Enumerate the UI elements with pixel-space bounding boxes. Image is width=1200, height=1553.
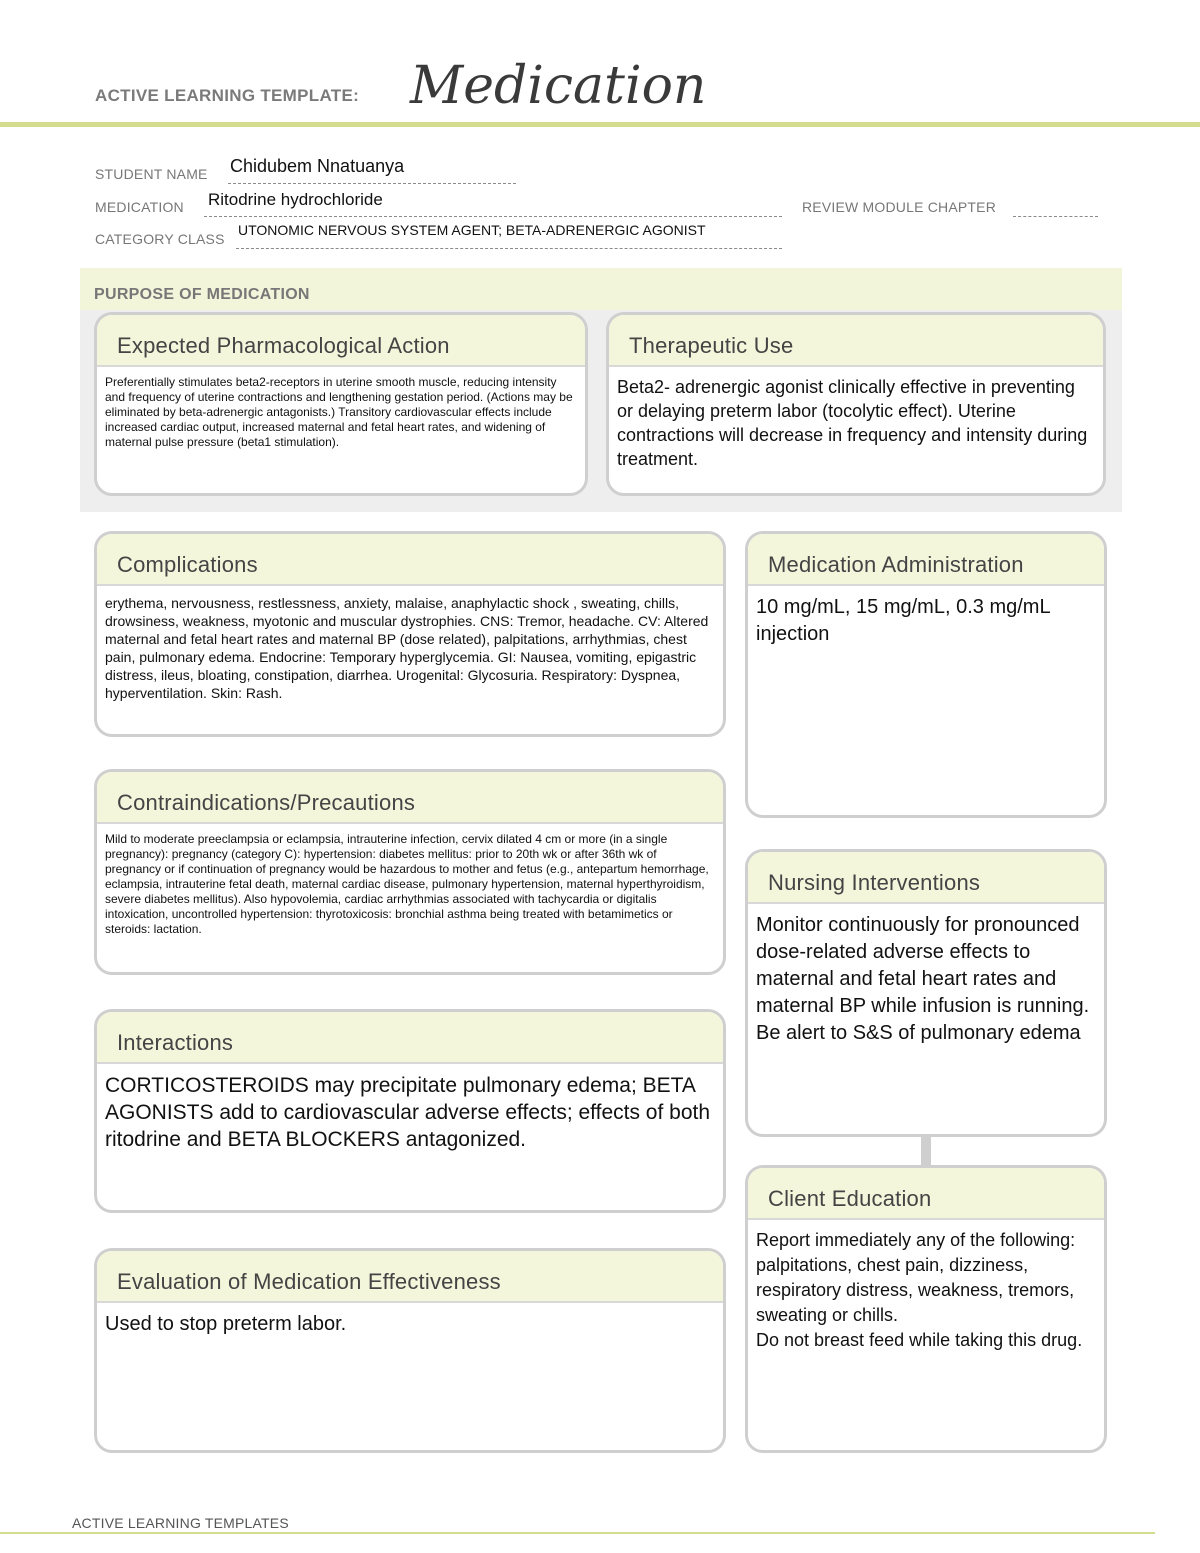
- administration-heading: Medication Administration: [748, 534, 1104, 586]
- category-class-label: CATEGORY CLASS: [95, 231, 225, 247]
- contraindications-text[interactable]: Mild to moderate preeclampsia or eclampsia, intrauterine infection, cervix dilated 4 cm or more (in a single pregnancy): pregnancy (category C): hypertension: diabetes mellitus: prior to 20th wk or after 36th wk of pregnancy or if continuation of pregnancy would be hazardous to mother and fetus (e.g., antepartum hemorrhage, eclampsia, intrauterine fetal death, maternal cardiac disease, pulmonary hypertension, maternal hyperthyroidism, severe diabetes mellitus). Also hypovolemia, cardiac arrhythmias associated with tachycardia or digitalis intoxication, uncontrolled hypertension: thyrotoxicosis: bronchial asthma being treated with betamimetics or steroids: lactation.: [105, 832, 709, 936]
- client-education-text[interactable]: Report immediately any of the following: palpitations, chest pain, dizziness, respiratory distress, weakness, tremors, sweating or chills. Do not breast feed while taking this drug.: [756, 1230, 1083, 1350]
- expected-action-text[interactable]: Preferentially stimulates beta2-receptors in uterine smooth muscle, reducing intensity and frequency of uterine contractions and lengthening gestation period. (Actions may be eliminated by beta-adrenergic antagonists.) Transitory cardiovascular effects include increased cardiac output, increased maternal and fetal heart rates, and widening of maternal pulse pressure (beta1 stimulation).: [105, 375, 573, 449]
- client-education-card: [745, 1165, 1107, 1453]
- review-module-label: REVIEW MODULE CHAPTER: [802, 199, 996, 215]
- therapeutic-use-text[interactable]: Beta2- adrenergic agonist clinically effective in preventing or delaying preterm labor (tocolytic effect). Uterine contractions will decrease in frequency and intensity during treatment.: [617, 377, 1088, 469]
- contraindications-card: [94, 769, 726, 975]
- footer-divider: [0, 1532, 1155, 1534]
- therapeutic-use-heading: Therapeutic Use: [609, 315, 1103, 367]
- nursing-interventions-heading: Nursing Interventions: [748, 852, 1104, 904]
- complications-text[interactable]: erythema, nervousness, restlessness, anxiety, malaise, anaphylactic shock , sweating, chills, drowsiness, weakness, myotonic and muscular dystrophies. CNS: Tremor, headache. CV: Altered maternal and fetal heart rates and maternal BP (dose related), palpitations, arrhythmias, chest pain, pulmonary edema. Endocrine: Temporary hyperglycemia. GI: Nausea, vomiting, epigastric distress, ileus, bloating, constipation, diarrhea. Urogenital: Glycosuria. Respiratory: Dyspnea, hyperventilation. Skin: Rash.: [105, 595, 709, 701]
- expected-action-heading: Expected Pharmacological Action: [97, 315, 585, 367]
- template-title: Medication: [410, 56, 707, 116]
- administration-text[interactable]: 10 mg/mL, 15 mg/mL, 0.3 mg/mL injection: [756, 596, 1050, 645]
- medication-label: MEDICATION: [95, 199, 184, 215]
- nursing-interventions-text[interactable]: Monitor continuously for pronounced dose-related adverse effects to maternal and fetal heart rates and maternal BP while infusion is running. Be alert to S&S of pulmonary edema: [756, 914, 1090, 1044]
- interactions-text[interactable]: CORTICOSTEROIDS may precipitate pulmonary edema; BETA AGONISTS add to cardiovascular adverse effects; effects of both ritodrine and BETA BLOCKERS antagonized.: [105, 1074, 711, 1151]
- complications-heading: Complications: [97, 534, 723, 586]
- expected-action-card: [94, 312, 588, 496]
- header-divider: [0, 122, 1200, 127]
- footer-label: ACTIVE LEARNING TEMPLATES: [72, 1515, 289, 1531]
- card-connector: [921, 1134, 931, 1168]
- evaluation-card: [94, 1248, 726, 1453]
- student-name-label: STUDENT NAME: [95, 166, 208, 182]
- client-education-heading: Client Education: [748, 1168, 1104, 1220]
- purpose-title: PURPOSE OF MEDICATION: [94, 286, 310, 303]
- complications-card: [94, 531, 726, 737]
- category-class-value: UTONOMIC NERVOUS SYSTEM AGENT; BETA-ADRENERGIC AGONIST: [238, 222, 706, 238]
- student-name-value: Chidubem Nnatuanya: [230, 156, 405, 176]
- interactions-heading: Interactions: [97, 1012, 723, 1064]
- medication-value: Ritodrine hydrochloride: [208, 190, 383, 209]
- evaluation-heading: Evaluation of Medication Effectiveness: [97, 1251, 723, 1303]
- evaluation-text[interactable]: Used to stop preterm labor.: [105, 1313, 347, 1335]
- administration-card: [745, 531, 1107, 818]
- review-module-line[interactable]: [1013, 198, 1098, 217]
- therapeutic-use-card: [606, 312, 1106, 496]
- interactions-card: [94, 1009, 726, 1213]
- template-label: ACTIVE LEARNING TEMPLATE:: [95, 86, 360, 105]
- contraindications-heading: Contraindications/Precautions: [97, 772, 723, 824]
- nursing-interventions-card: [745, 849, 1107, 1137]
